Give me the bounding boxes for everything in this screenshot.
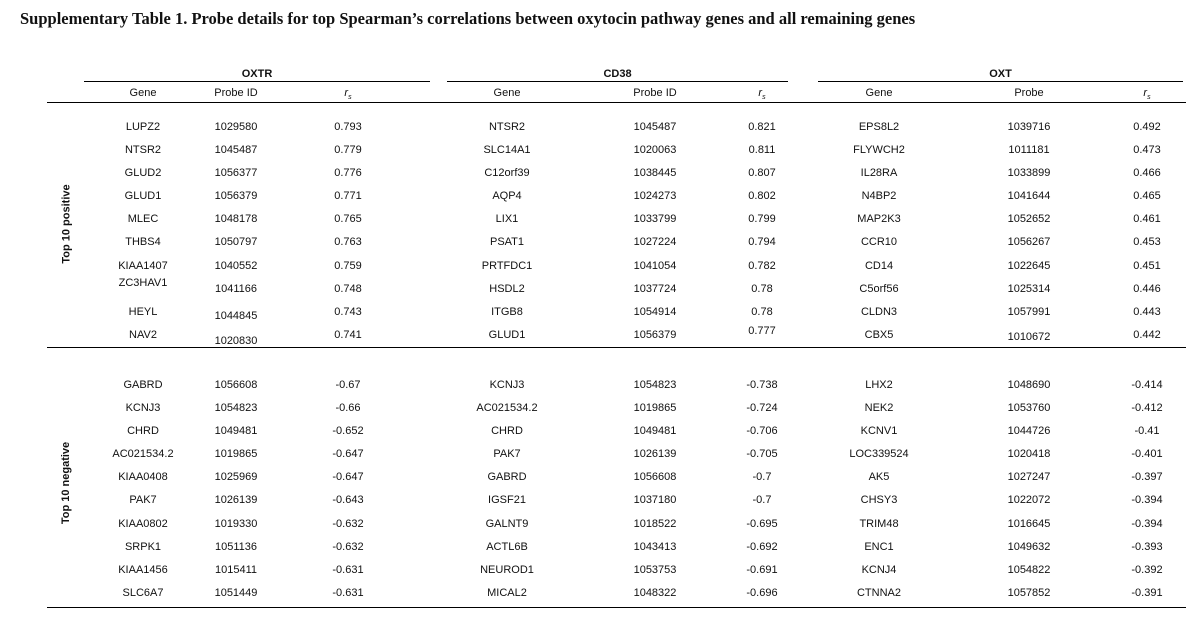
cell-gene: LHX2 [865, 379, 893, 391]
cell-rs-value: -0.696 [746, 587, 778, 599]
cell-rs-value: -0.724 [746, 402, 778, 414]
cell-gene: MLEC [127, 213, 159, 225]
cell-probe-id: 1053753 [633, 564, 677, 576]
cell-probe-id: 1026139 [633, 448, 677, 460]
cell-probe-id: 1039716 [1007, 121, 1051, 133]
cell-probe-id: 1019865 [214, 448, 258, 460]
cell-probe-id: 1033899 [1007, 167, 1051, 179]
cell-probe-id: 1033799 [633, 213, 677, 225]
cell-rs-value: -0.397 [1131, 471, 1163, 483]
cell-gene: PAK7 [129, 494, 157, 506]
cell-gene: LOC339524 [849, 448, 909, 460]
cell-rs-value: 0.443 [1133, 306, 1161, 318]
cell-probe-id: 1051449 [214, 587, 258, 599]
cell-rs-value: 0.465 [1133, 190, 1161, 202]
cell-gene: GLUD1 [124, 190, 162, 202]
cell-gene: CCR10 [860, 236, 898, 248]
column-header-probe: Probe ID [214, 87, 258, 99]
cell-rs-value: 0.779 [334, 144, 362, 156]
cell-rs-value: 0.748 [334, 283, 362, 295]
cell-rs-value: -0.391 [1131, 587, 1163, 599]
cell-gene: NEUROD1 [480, 564, 534, 576]
cell-probe-id: 1056608 [633, 471, 677, 483]
column-header-rs: $r_s$ [1143, 87, 1151, 102]
cell-gene: KIAA0408 [118, 471, 168, 483]
section-label-top-negative: Top 10 negative [60, 441, 73, 525]
cell-probe-id: 1026139 [214, 494, 258, 506]
cell-rs-value: -0.691 [746, 564, 778, 576]
cell-rs-value: 0.759 [334, 260, 362, 272]
cell-probe-id: 1053760 [1007, 402, 1051, 414]
cell-gene: SLC14A1 [483, 144, 531, 156]
cell-probe-id: 1048322 [633, 587, 677, 599]
cell-probe-id: 1054823 [214, 402, 258, 414]
cell-gene: ZC3HAV1 [118, 277, 168, 289]
cell-gene: ITGB8 [491, 306, 523, 318]
cell-gene: KCNJ4 [861, 564, 897, 576]
cell-gene: AQP4 [492, 190, 522, 202]
cell-rs-value: 0.821 [748, 121, 776, 133]
cell-probe-id: 1045487 [214, 144, 258, 156]
group-header-oxt: OXT [989, 68, 1012, 80]
cell-gene: NTSR2 [488, 121, 526, 133]
cell-probe-id: 1050797 [214, 236, 258, 248]
cell-rs-value: 0.776 [334, 167, 362, 179]
cell-rs-value: 0.771 [334, 190, 362, 202]
cell-gene: N4BP2 [861, 190, 897, 202]
cell-gene: GABRD [123, 379, 163, 391]
cell-gene: C12orf39 [484, 167, 530, 179]
cell-probe-id: 1025314 [1007, 283, 1051, 295]
cell-rs-value: 0.743 [334, 306, 362, 318]
cell-probe-id: 1057991 [1007, 306, 1051, 318]
cell-gene: CLDN3 [860, 306, 898, 318]
column-header-rs: $r_s$ [344, 87, 352, 102]
cell-probe-id: 1045487 [633, 121, 677, 133]
cell-rs-value: 0.453 [1133, 236, 1161, 248]
group-header-rule [447, 81, 788, 82]
cell-gene: SLC6A7 [122, 587, 164, 599]
cell-gene: NEK2 [864, 402, 894, 414]
cell-gene: PAK7 [493, 448, 521, 460]
cell-rs-value: 0.466 [1133, 167, 1161, 179]
cell-probe-id: 1037180 [633, 494, 677, 506]
cell-gene: CTNNA2 [856, 587, 901, 599]
cell-gene: ACTL6B [486, 541, 528, 553]
cell-probe-id: 1037724 [633, 283, 677, 295]
cell-probe-id: 1052652 [1007, 213, 1051, 225]
cell-rs-value: -0.706 [746, 425, 778, 437]
cell-gene: PSAT1 [489, 236, 525, 248]
cell-rs-value: -0.631 [332, 564, 364, 576]
cell-rs-value: 0.793 [334, 121, 362, 133]
cell-probe-id: 1040552 [214, 260, 258, 272]
cell-rs-value: -0.647 [332, 448, 364, 460]
cell-gene: IGSF21 [488, 494, 526, 506]
cell-gene: KCNV1 [860, 425, 898, 437]
cell-probe-id: 1020063 [633, 144, 677, 156]
column-header-gene: Gene [129, 87, 157, 99]
cell-gene: KCNJ3 [489, 379, 525, 391]
cell-rs-value: -0.632 [332, 541, 364, 553]
cell-rs-value: -0.394 [1131, 494, 1163, 506]
cell-probe-id: 1054822 [1007, 564, 1051, 576]
cell-probe-id: 1049481 [214, 425, 258, 437]
cell-rs-value: 0.782 [748, 260, 776, 272]
cell-gene: AC021534.2 [476, 402, 538, 414]
group-header-rule [84, 81, 430, 82]
cell-gene: ENC1 [864, 541, 894, 553]
cell-probe-id: 1048690 [1007, 379, 1051, 391]
cell-gene: KIAA1407 [118, 260, 168, 272]
cell-rs-value: 0.811 [748, 144, 776, 156]
cell-probe-id: 1029580 [214, 121, 258, 133]
section-label-top-positive: Top 10 positive [60, 184, 73, 264]
table-title: Supplementary Table 1. Probe details for top Spearman’s correlations between oxytocin pathway genes and all remaining genes [20, 9, 916, 28]
cell-probe-id: 1041644 [1007, 190, 1051, 202]
column-header-probe: Probe [1014, 87, 1044, 99]
cell-probe-id: 1015411 [214, 564, 257, 576]
cell-gene: KIAA1456 [118, 564, 168, 576]
cell-rs-value: -0.412 [1131, 402, 1163, 414]
cell-rs-value: -0.643 [332, 494, 364, 506]
cell-rs-value: -0.632 [332, 518, 364, 530]
cell-rs-value: 0.765 [334, 213, 362, 225]
cell-gene: NTSR2 [124, 144, 162, 156]
cell-probe-id: 1056608 [214, 379, 258, 391]
cell-probe-id: 1056267 [1007, 236, 1051, 248]
cell-probe-id: 1043413 [633, 541, 677, 553]
cell-gene: GLUD1 [488, 329, 526, 341]
cell-gene: TRIM48 [859, 518, 899, 530]
cell-rs-value: 0.442 [1133, 329, 1161, 341]
cell-gene: KIAA0802 [118, 518, 168, 530]
cell-gene: GABRD [487, 471, 527, 483]
cell-probe-id: 1044845 [214, 310, 258, 322]
cell-gene: HEYL [128, 306, 158, 318]
cell-gene: CBX5 [864, 329, 894, 341]
cell-probe-id: 1027247 [1007, 471, 1051, 483]
cell-rs-value: -0.631 [332, 587, 364, 599]
cell-gene: PRTFDC1 [481, 260, 533, 272]
cell-rs-value: -0.705 [746, 448, 778, 460]
cell-rs-value: 0.78 [751, 306, 773, 318]
cell-probe-id: 1044726 [1007, 425, 1051, 437]
cell-gene: CHRD [127, 425, 159, 437]
cell-probe-id: 1049481 [633, 425, 677, 437]
cell-probe-id: 1020418 [1007, 448, 1051, 460]
cell-gene: GLUD2 [124, 167, 162, 179]
cell-rs-value: -0.692 [746, 541, 778, 553]
cell-probe-id: 1024273 [633, 190, 677, 202]
cell-probe-id: 1056379 [214, 190, 258, 202]
cell-probe-id: 1019330 [214, 518, 258, 530]
cell-rs-value: 0.492 [1133, 121, 1161, 133]
group-header-rule [818, 81, 1183, 82]
cell-rs-value: 0.807 [748, 167, 776, 179]
group-header-oxtr: OXTR [241, 68, 273, 80]
cell-gene: LUPZ2 [125, 121, 161, 133]
cell-rs-value: 0.461 [1133, 213, 1161, 225]
cell-gene: FLYWCH2 [853, 144, 905, 156]
cell-gene: CHRD [491, 425, 523, 437]
cell-probe-id: 1022072 [1007, 494, 1051, 506]
cell-rs-value: 0.794 [748, 236, 776, 248]
cell-rs-value: -0.695 [746, 518, 778, 530]
cell-gene: MICAL2 [487, 587, 527, 599]
column-header-probe: Probe ID [633, 87, 677, 99]
cell-gene: THBS4 [125, 236, 161, 248]
cell-gene: KCNJ3 [125, 402, 161, 414]
cell-probe-id: 1056379 [633, 329, 677, 341]
cell-rs-value: -0.652 [332, 425, 364, 437]
cell-probe-id: 1022645 [1007, 260, 1051, 272]
cell-probe-id: 1054823 [633, 379, 677, 391]
cell-gene: EPS8L2 [858, 121, 900, 133]
cell-rs-value: 0.78 [751, 283, 773, 295]
cell-probe-id: 1016645 [1007, 518, 1051, 530]
cell-rs-value: -0.7 [752, 494, 772, 506]
column-header-rs: $r_s$ [758, 87, 766, 102]
column-header-gene: Gene [493, 87, 521, 99]
cell-gene: GALNT9 [485, 518, 529, 530]
cell-rs-value: 0.473 [1133, 144, 1161, 156]
cell-gene: MAP2K3 [857, 213, 901, 225]
cell-gene: LIX1 [495, 213, 519, 225]
cell-rs-value: -0.67 [335, 379, 361, 391]
cell-rs-value: -0.738 [746, 379, 778, 391]
cell-rs-value: -0.392 [1131, 564, 1163, 576]
table-bottom-rule [47, 607, 1186, 608]
cell-gene: HSDL2 [489, 283, 525, 295]
cell-gene: IL28RA [860, 167, 898, 179]
cell-probe-id: 1038445 [633, 167, 677, 179]
cell-probe-id: 1049632 [1007, 541, 1051, 553]
cell-gene: CD14 [864, 260, 894, 272]
cell-probe-id: 1020830 [214, 335, 258, 347]
cell-rs-value: -0.647 [332, 471, 364, 483]
cell-gene: AK5 [868, 471, 890, 483]
cell-probe-id: 1027224 [633, 236, 677, 248]
cell-rs-value: -0.41 [1134, 425, 1160, 437]
cell-gene: SRPK1 [124, 541, 162, 553]
cell-rs-value: 0.763 [334, 236, 362, 248]
cell-gene: AC021534.2 [112, 448, 174, 460]
cell-rs-value: 0.741 [334, 329, 362, 341]
cell-probe-id: 1025969 [214, 471, 258, 483]
cell-probe-id: 1011181 [1008, 144, 1050, 156]
cell-rs-value: -0.7 [752, 471, 772, 483]
cell-probe-id: 1018522 [633, 518, 677, 530]
cell-rs-value: -0.393 [1131, 541, 1163, 553]
cell-rs-value: 0.799 [748, 213, 776, 225]
cell-rs-value: -0.394 [1131, 518, 1163, 530]
cell-rs-value: -0.401 [1131, 448, 1163, 460]
cell-probe-id: 1010672 [1007, 331, 1051, 343]
column-header-gene: Gene [865, 87, 893, 99]
cell-rs-value: 0.777 [748, 325, 776, 337]
cell-probe-id: 1054914 [633, 306, 677, 318]
cell-rs-value: -0.414 [1131, 379, 1163, 391]
cell-probe-id: 1041054 [633, 260, 677, 272]
cell-probe-id: 1019865 [633, 402, 677, 414]
cell-rs-value: 0.802 [748, 190, 776, 202]
cell-rs-value: 0.446 [1133, 283, 1161, 295]
cell-probe-id: 1057852 [1007, 587, 1051, 599]
header-bottom-rule [47, 102, 1186, 103]
cell-probe-id: 1041166 [214, 283, 257, 295]
cell-rs-value: -0.66 [335, 402, 361, 414]
cell-probe-id: 1051136 [214, 541, 257, 553]
cell-gene: NAV2 [129, 329, 157, 341]
group-header-cd38: CD38 [603, 68, 632, 80]
cell-gene: CHSY3 [860, 494, 898, 506]
cell-probe-id: 1056377 [214, 167, 258, 179]
cell-rs-value: 0.451 [1133, 260, 1161, 272]
cell-gene: C5orf56 [859, 283, 899, 295]
cell-probe-id: 1048178 [214, 213, 258, 225]
